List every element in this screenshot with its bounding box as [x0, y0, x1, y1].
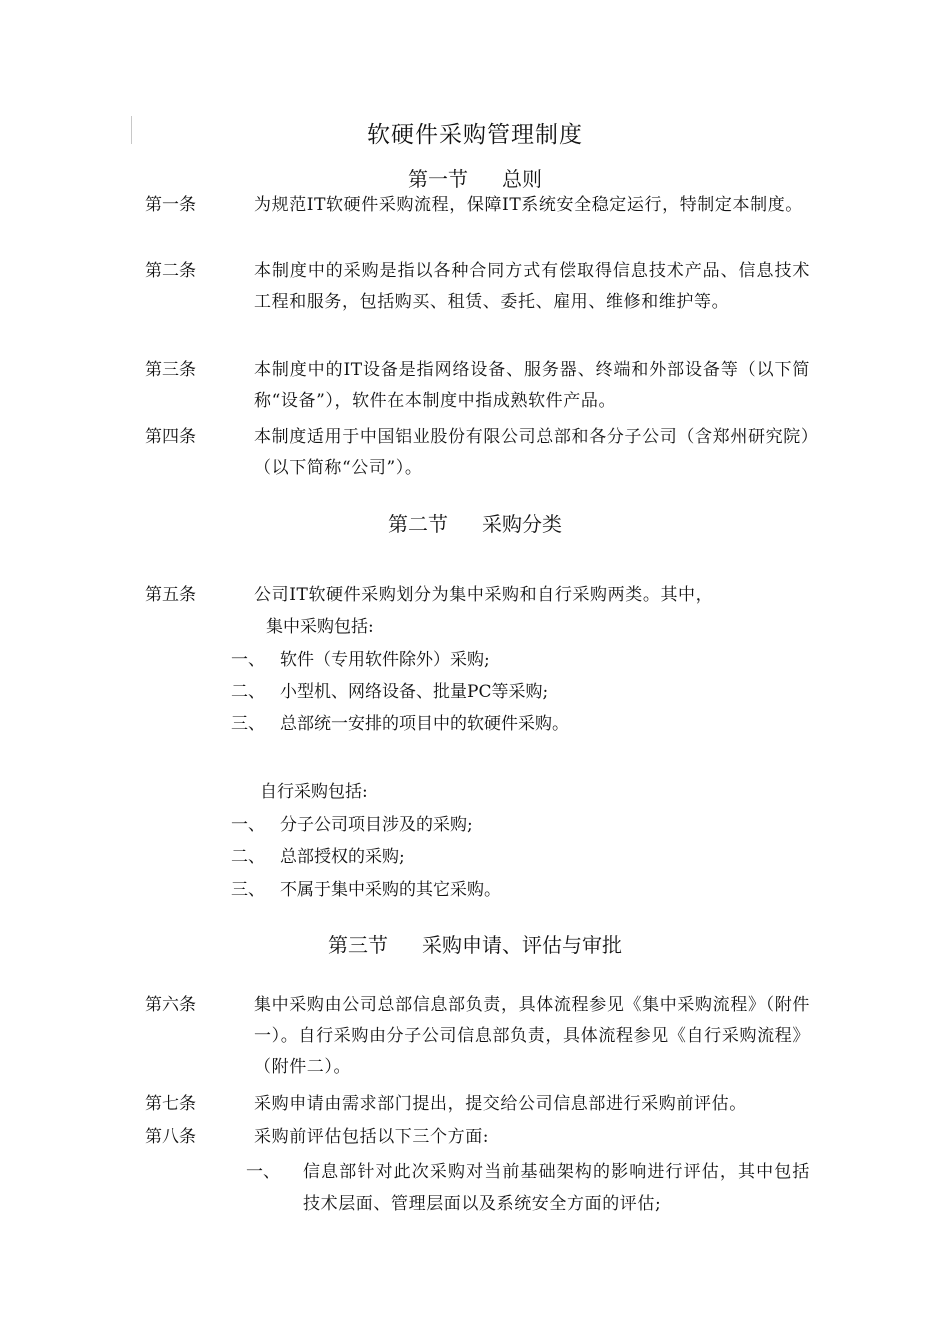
list-marker: 一、 [231, 815, 265, 835]
article-text: 采购申请由需求部门提出，提交给公司信息部进行采购前评估。 [254, 1094, 747, 1114]
list-text: 不属于集中采购的其它采购。 [280, 880, 501, 900]
list-text: 总部统一安排的项目中的软硬件采购。 [280, 714, 569, 734]
article-number: 第六条 [145, 995, 196, 1015]
section-name: 总则 [502, 167, 542, 191]
article-text: 为规范IT软硬件采购流程，保障IT系统安全稳定运行，特制定本制度。 [254, 195, 803, 215]
article-6 [145, 990, 810, 1083]
list-text: 小型机、网络设备、批量PC等采购; [280, 682, 549, 702]
article-7 [145, 1089, 810, 1120]
article-5 [145, 580, 810, 611]
self-item-2 [231, 842, 405, 873]
article-1 [145, 190, 810, 221]
self-item-3 [231, 875, 501, 906]
centralized-item-1 [231, 645, 490, 676]
evaluation-item-1 [246, 1156, 810, 1220]
article-text: 公司IT软硬件采购划分为集中采购和自行采购两类。其中， [254, 585, 714, 605]
centralized-heading: 集中采购包括: [266, 617, 374, 637]
section-title-2 [0, 508, 950, 537]
list-marker: 一、 [246, 1162, 280, 1182]
article-number: 第二条 [145, 261, 196, 281]
list-marker: 三、 [231, 714, 265, 734]
list-text: 信息部针对此次采购对当前基础架构的影响进行评估，其中包括技术层面、管理层面以及系统安全方面的评估; [303, 1162, 810, 1214]
section-name: 采购申请、评估与审批 [422, 933, 622, 957]
section-title-3 [0, 929, 950, 958]
article-text: 采购前评估包括以下三个方面: [254, 1127, 490, 1147]
article-3 [145, 355, 810, 417]
section-name: 采购分类 [482, 512, 562, 536]
centralized-item-2 [231, 677, 548, 708]
article-number: 第七条 [145, 1094, 196, 1114]
list-marker: 一、 [231, 650, 265, 670]
article-4 [145, 422, 810, 484]
list-text: 总部授权的采购; [280, 847, 405, 867]
list-text: 分子公司项目涉及的采购; [280, 815, 473, 835]
section-title-1 [0, 163, 950, 192]
list-marker: 二、 [231, 682, 265, 702]
article-number: 第五条 [145, 585, 196, 605]
article-number: 第四条 [145, 427, 196, 447]
section-number: 第一节 [408, 167, 468, 191]
article-2 [145, 256, 810, 318]
article-text: 本制度适用于中国铝业股份有限公司总部和各分子公司（含郑州研究院）（以下简称“公司”）。 [254, 427, 810, 478]
list-marker: 三、 [231, 880, 265, 900]
section-number: 第二节 [388, 512, 448, 536]
self-item-1 [231, 810, 473, 841]
article-number: 第三条 [145, 360, 196, 380]
article-number: 第八条 [145, 1127, 196, 1147]
self-procurement-heading: 自行采购包括: [260, 782, 368, 802]
article-text: 本制度中的IT设备是指网络设备、服务器、终端和外部设备等（以下简称“设备”），软件在本制度中指成熟软件产品。 [254, 360, 810, 411]
list-text: 软件（专用软件除外）采购; [280, 650, 490, 670]
article-text: 本制度中的采购是指以各种合同方式有偿取得信息技术产品、信息技术工程和服务，包括购买、租赁、委托、雇用、维修和维护等。 [254, 261, 810, 312]
article-number: 第一条 [145, 195, 196, 215]
article-8 [145, 1122, 810, 1153]
article-text: 集中采购由公司总部信息部负责，具体流程参见《集中采购流程》（附件一）。自行采购由分子公司信息部负责，具体流程参见《自行采购流程》（附件二）。 [254, 995, 810, 1077]
centralized-item-3 [231, 709, 569, 740]
section-number: 第三节 [328, 933, 388, 957]
document-title: 软硬件采购管理制度 [367, 122, 583, 148]
list-marker: 二、 [231, 847, 265, 867]
